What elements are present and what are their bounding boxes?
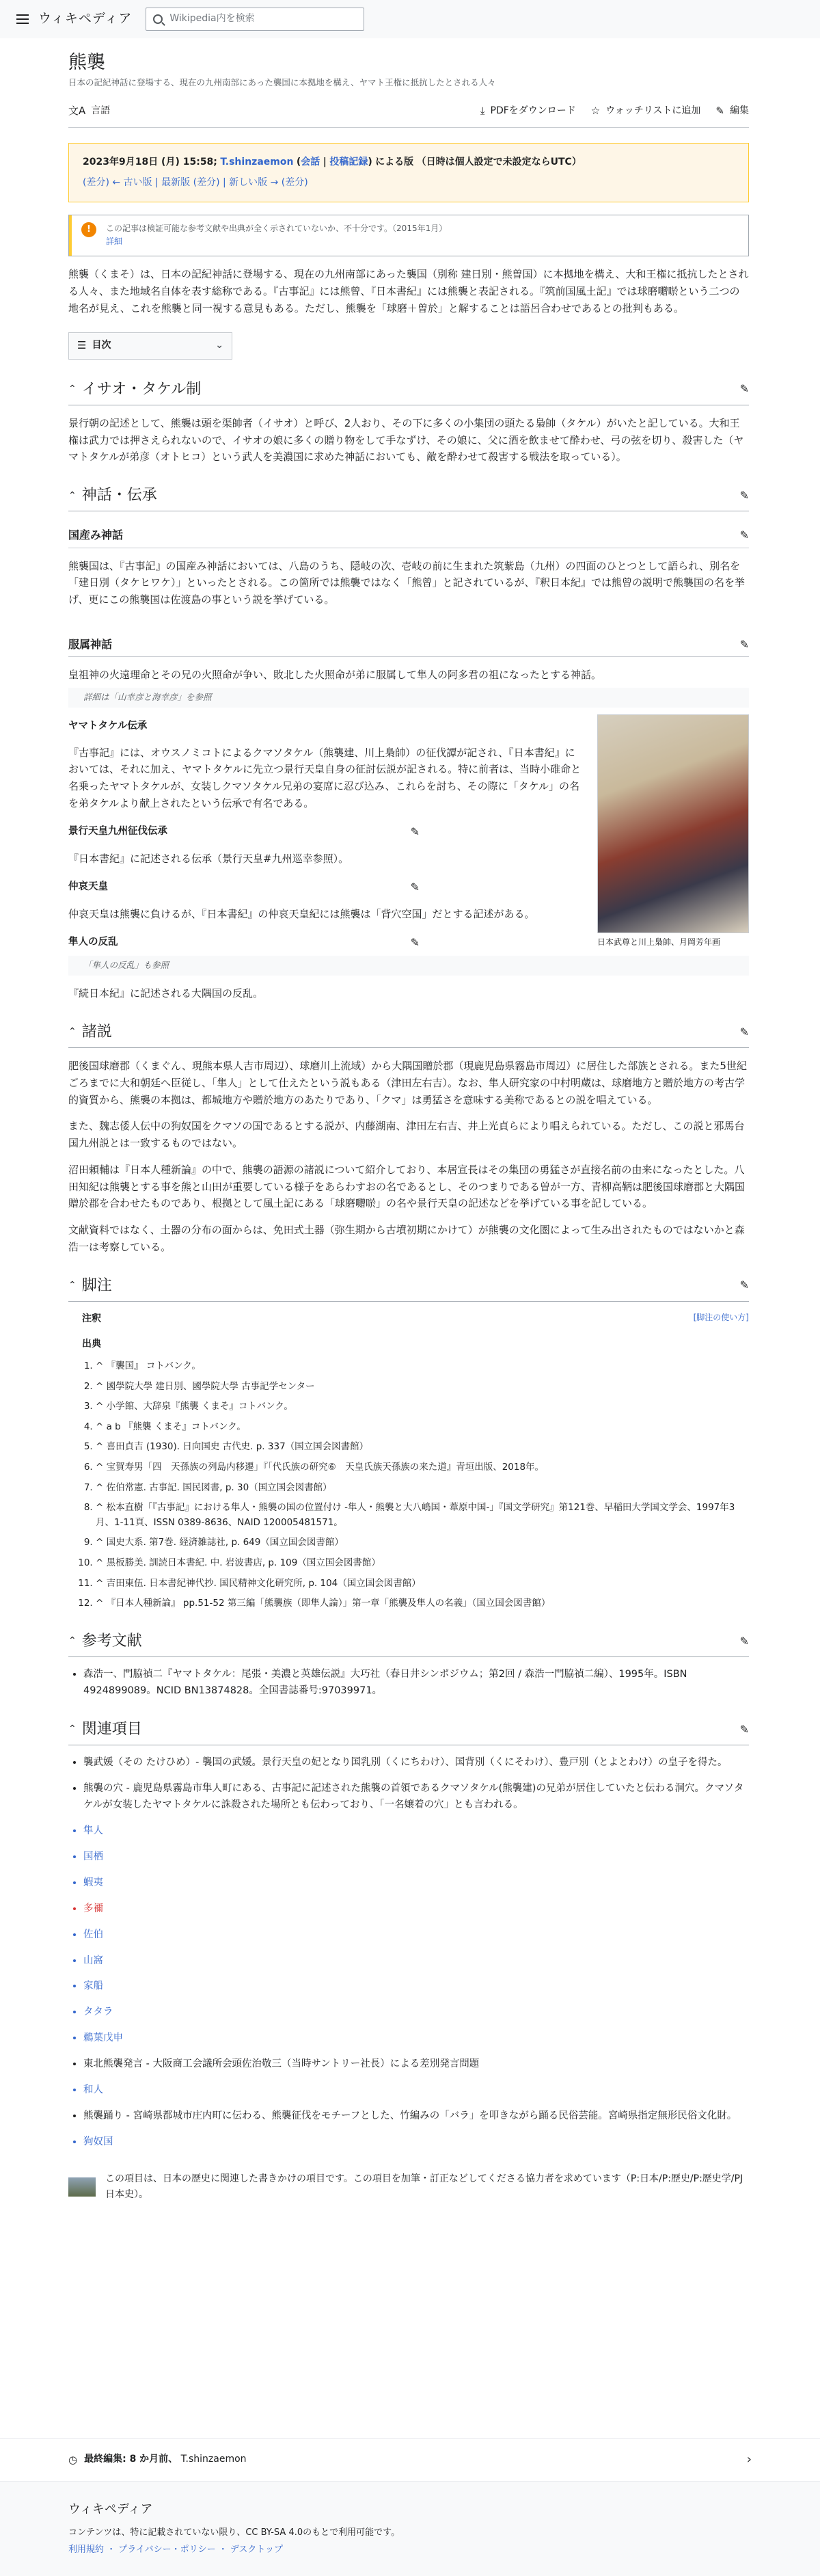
section-heading-theories[interactable] [68, 1020, 749, 1048]
section-title: 諸説 [81, 1023, 112, 1041]
reference-item[interactable]: 12. ^ 『日本人種新論』 pp.51-52 第三編「熊襲族（即隼人論）」第一章「熊襲及隼人の名義」（国立国会図書館） [96, 1596, 749, 1611]
reference-item[interactable]: 4. ^ a b 『熊襲 くまそ』コトバンク。 [96, 1420, 749, 1435]
reference-item[interactable]: 5. ^ 喜田貞吉 (1930). 日向国史 古代史. p. 337（国立国会図書館） [96, 1440, 749, 1455]
subsection-title: ヤマトタケル伝承 [68, 720, 148, 732]
subsection-chuai [68, 878, 584, 896]
collapse-icon: ⌃ [68, 1635, 77, 1647]
notice-text: この記事は検証可能な参考文献や出典が全く示されていないか、不十分です。（2015年1月） [106, 223, 448, 233]
language-label: 言語 [91, 105, 111, 116]
section-title: 神話・伝承 [81, 487, 157, 505]
related-item[interactable]: • 襲武媛（その たけひめ）- 襲国の武媛。景行天皇の妃となり国乳別（くにちわけ）、国背別（くにそわけ）、豊戸別（とよとわけ）の皇子を得た。 [83, 1755, 749, 1771]
section-title: イサオ・タケル制 [81, 380, 202, 398]
theories-paragraph-3: 沼田頼輔は『日本人種新論』の中で、熊襲の語源の諸説について紹介しており、本居宣長はその集団の勇猛さが直接名前の由来になったとした。八田知紀は熊襲とする事を熊と山田が重要している様子をあらわすおの名であるとし、そのつまりである曽が一方、青柳高鞆は肥後国球磨郡と大隅国贈於郡を合わせたものであり、根拠として風土記にある「球磨囎唹」の名や景行天皇の記述などを挙げている事を記している。 [68, 1163, 746, 1210]
warning-icon: ! [81, 222, 96, 237]
watch-label: ウォッチリストに追加 [605, 105, 701, 116]
edit-section-icon[interactable]: ✎ [739, 528, 749, 542]
edit-section-icon[interactable]: ✎ [410, 880, 420, 894]
notice-detail-link[interactable]: 詳細 [106, 237, 123, 247]
section-heading-isao[interactable] [68, 377, 749, 405]
pdf-download-button[interactable] [480, 103, 576, 120]
menu-icon[interactable] [16, 14, 29, 24]
article-page [0, 38, 820, 2438]
related-item[interactable]: • 蝦夷 [83, 1875, 749, 1892]
keiko-paragraph: 『日本書紀』に記述される伝承（景行天皇#九州巡幸参照）。 [68, 853, 349, 866]
hatnote[interactable]: 詳細は「山幸彦と海幸彦」を参照 [68, 688, 749, 708]
footer-links[interactable]: 利用規約 ・ プライバシー・ポリシー ・ デスクトップ [68, 2545, 283, 2555]
edit-section-icon[interactable]: ✎ [739, 637, 749, 651]
collapse-icon: ⌃ [68, 1280, 77, 1291]
last-edited-user: T.shinzaemon [180, 2454, 247, 2465]
section-heading-notes[interactable] [68, 1274, 749, 1302]
theories-paragraph-1: 肥後国球磨郡（くまぐん、現熊本県人吉市周辺）、球磨川上流域）から大隅国贈於郡（現鹿児島県霧島市周辺）に居住した部族とされる。また5世紀ごろまでに大和朝廷へ臣従し、「隼人」として仕えたという説もある（津田左右吉）。なお、隼人研究家の中村明蔵は、球磨地方と贈於地方の考古学的資質から、熊襲の本拠は、都城地方や贈於地方のあたりであり、「クマ」は勇猛さを意味する美称であるとの説を唱えている。 [68, 1060, 747, 1106]
edit-section-icon[interactable]: ✎ [410, 935, 420, 949]
reference-item[interactable]: 7. ^ 佐伯常憲. 古事記. 国民図書, p. 30（国立国会図書館） [96, 1481, 749, 1496]
section-heading-bibliography[interactable] [68, 1629, 749, 1657]
subsection-keiko [68, 823, 584, 841]
related-item[interactable]: • 熊襲踊り - 宮崎県都城市庄内町に伝わる、熊襲征伐をモチーフとした、竹編みの「バラ」を叩きながら踊る民俗芸能。宮崎県指定無形民俗文化財。 [83, 2108, 749, 2125]
collapse-icon: ⌃ [68, 384, 77, 395]
revision-box: 2023年9月18日 (月) 15:58; T.shinzaemon (会話 | 投稿記録) による版 （日時は個人設定で未設定ならUTC） (差分) ← 古い版 | 最新版 (差分) | 新しい版 → (差分) [68, 143, 749, 202]
reference-item[interactable]: 3. ^ 小学館、大辞泉『熊襲 くまそ』コトバンク。 [96, 1399, 749, 1414]
collapse-icon: ⌃ [68, 1723, 77, 1735]
site-wordmark[interactable]: ウィキペディア [38, 11, 133, 27]
related-list [83, 1755, 749, 2151]
related-item[interactable]: • 多禰 [83, 1901, 749, 1918]
related-item[interactable]: • 家船 [83, 1978, 749, 1995]
isao-paragraph: 景行朝の記述として、熊襲は頭を渠帥者（イサオ）と呼び、2人おり、その下に多くの小集団の頭たる梟帥（タケル）がいたと記している。大和王権は武力では押さえられないので、イサオの娘に多くの贈り物をして手なずけ、その娘に、父に酒を飲ませて酔わせ、弓の弦を切り、殺害した（ヤマトタケルが弟彦（オトヒコ）という武人を美濃国に求めた神話においても、敵を酔わせて殺害する戦法を取っている）。 [68, 416, 744, 464]
search-input[interactable] [146, 8, 364, 31]
list-icon: ☰ [77, 339, 87, 352]
language-button[interactable] [68, 103, 110, 120]
reference-item[interactable]: 11. ^ 吉田東伍. 日本書紀神代抄. 国民精神文化研究所, p. 104（国立国会図書館） [96, 1577, 749, 1592]
revision-date: 2023年9月18日 (月) 15:58; [83, 157, 217, 168]
bibliography-list [83, 1667, 749, 1700]
section-title: 参考文献 [81, 1632, 142, 1650]
toc-label: 目次 [92, 339, 111, 351]
figure-caption: 日本武尊と川上梟帥、月岡芳年画 [597, 937, 721, 947]
section-title: 関連項目 [81, 1720, 142, 1738]
revision-contribs-link[interactable]: 投稿記録 [329, 157, 368, 168]
edit-section-icon[interactable]: ✎ [739, 1278, 749, 1292]
maintenance-notice [68, 215, 749, 257]
notes-heading: 注釈 [82, 1313, 101, 1324]
top-header [0, 0, 820, 38]
subsection-title: 国産み神話 [68, 528, 124, 542]
page-footer [0, 2482, 820, 2575]
revision-by: による版 [375, 157, 414, 168]
related-item[interactable]: • 東北熊襲発言 - 大阪商工会議所会頭佐治敬三（当時サントリー社長）による差別発言問題 [83, 2056, 749, 2073]
revision-talk-link[interactable]: 会話 [301, 157, 320, 168]
revision-note: （日時は個人設定で未設定ならUTC） [416, 157, 582, 168]
subsection-title: 服属神話 [68, 637, 113, 651]
edit-section-icon[interactable]: ✎ [410, 824, 420, 838]
theories-paragraph-2: また、魏志倭人伝中の狗奴国をクマソの国であるとする説が、内藤湖南、津田左右吉、井上光貞らにより唱えられている。ただし、この説と邪馬台国九州説とは一致するものではない。 [68, 1120, 745, 1150]
subsection-kuniumi [68, 526, 749, 548]
subsection-yamatotakeru [68, 719, 584, 735]
toc-toggle[interactable] [68, 332, 232, 360]
footer-license: コンテンツは、特に記載されていない限り、CC BY-SA 4.0のもとで利用可能です。 [68, 2527, 400, 2538]
download-icon: ⤓ [480, 104, 485, 117]
edit-section-icon[interactable]: ✎ [739, 1634, 749, 1648]
related-item[interactable]: • 和人 [83, 2082, 749, 2099]
pencil-icon: ✎ [715, 104, 724, 117]
page-subtitle: 日本の記紀神話に登場する、現在の九州南部にあった襲国に本拠地を構え、ヤマト王権に抵抗したとされる人々 [68, 77, 496, 88]
intro-paragraph: 熊襲（くまそ）は、日本の記紀神話に登場する、現在の九州南部にあった襲国（別称 建日別・熊曽国）に本拠地を構え、大和王権に抵抗したとされる人々、また地域名自体を表す総称である。『古事記』には熊曾、『日本書紀』には熊襲と表記される。『筑前国風土記』では球磨囎唹という二つの地名が見え、これを熊襲と同一視する意見もある。ただし、熊襲を「球磨＋曽於」と解することは語呂合わせであるとの批判もある。 [68, 268, 749, 314]
page-toolbar [68, 103, 749, 129]
subsection-title: 景行天皇九州征伐伝承 [68, 825, 167, 837]
related-item[interactable]: • 国栖 [83, 1849, 749, 1866]
page-title: 熊襲 [68, 52, 105, 73]
subsection-fukuzoku [68, 636, 749, 657]
related-item[interactable]: • 隼人 [83, 1823, 749, 1840]
subsection-title: 仲哀天皇 [68, 881, 108, 893]
kuniumi-paragraph: 熊襲国は、『古事記』の国産み神話においては、八島のうち、隠岐の次、壱岐の前に生まれた筑紫島（九州）の四面のひとつとして語られ、別名を「建日別（タケヒワケ）」といったとされる。この箇所では熊襲ではなく「熊曾」と記されているが、『釈日本紀』では熊曾の説明で熊襲国の名を挙げ、更にこの熊襲国は佐渡島の事という説を挙げている。 [68, 559, 746, 606]
related-item[interactable]: • 熊襲の穴 - 鹿児島県霧島市隼人町にある、古事記に記述された熊襲の首領であるクマソタケル(熊襲建)の兄弟が居住していたと伝わる洞穴。クマソタケルが女装したヤマトタケルに誅殺された場所とも伝わっており、「一名嬢着の穴」とも言われる。 [83, 1781, 749, 1814]
last-edited-label: 最終編集: 8 か月前、 [84, 2454, 178, 2465]
woodblock-image[interactable] [597, 714, 749, 933]
edit-section-icon[interactable]: ✎ [739, 382, 749, 396]
footer-wordmark: ウィキペディア [68, 2502, 153, 2517]
thumbnail-figure [597, 714, 749, 950]
chevron-down-icon: ⌄ [215, 339, 223, 351]
stub-image [68, 2177, 96, 2197]
reference-item[interactable]: 6. ^ 宝賀寿男「四 天孫族の列島内移遷」『「代氏族の研究⑥ 天皇氏族天孫族の来た道』青垣出版、2018年。 [96, 1460, 749, 1475]
reference-list [96, 1359, 749, 1611]
search-icon [153, 14, 163, 24]
pdf-label: PDFをダウンロード [490, 105, 576, 116]
revision-nav[interactable]: (差分) ← 古い版 | 最新版 (差分) | 新しい版 → (差分) [83, 176, 308, 188]
reference-item[interactable]: 1. ^ 『襲国』 コトバンク。 [96, 1359, 749, 1374]
related-item[interactable]: • 狗奴国 [83, 2134, 749, 2151]
reference-item[interactable]: 8. ^ 松本直樹「『古事記』における隼人・熊襲の国の位置付け -隼人・熊襲と大八嶋国・葦原中国-」『国文学研究』第121巻、早稲田大学国文学会、1997年3月、1-11頁、ISSN 0389-8636、NAID 120005481571。 [96, 1501, 749, 1530]
footnote-usage-link[interactable]: [脚注の使い方] [693, 1312, 749, 1322]
edit-section-icon[interactable]: ✎ [739, 1025, 749, 1038]
stub-notice [68, 2171, 749, 2203]
related-item[interactable]: • 山窩 [83, 1953, 749, 1970]
star-icon: ☆ [590, 104, 601, 117]
edit-label: 編集 [730, 105, 749, 116]
edit-button[interactable] [715, 103, 749, 120]
related-item[interactable]: • 佐伯 [83, 1927, 749, 1944]
hatnote[interactable]: 「隼人の反乱」も参照 [68, 956, 749, 976]
search-placeholder: Wikipedia内を検索 [169, 13, 255, 25]
last-edited-bar[interactable] [0, 2438, 820, 2482]
edit-section-icon[interactable]: ✎ [739, 489, 749, 502]
related-item[interactable]: • 鵜葉戊申 [83, 2030, 749, 2047]
reference-item[interactable]: 9. ^ 国史大系. 第7巻. 経済雑誌社, p. 649（国立国会図書館） [96, 1535, 749, 1551]
reference-item[interactable]: 10. ^ 黒板勝美. 訓読日本書紀. 中. 岩波書店, p. 109（国立国会図書館） [96, 1556, 749, 1571]
subsection-title: 隼人の反乱 [68, 937, 118, 948]
clock-icon: ◷ [68, 2453, 78, 2466]
chevron-right-icon: › [746, 2452, 752, 2467]
yamatotakeru-paragraph: 『古事記』には、オウスノミコトによるクマソタケル（熊襲建、川上梟帥）の征伐譚が記され、『日本書紀』においては、それに加え、ヤマトタケルに先立つ景行天皇自身の征討伝説が記される。特に前者は、当時小碓命と名乗ったヤマトタケルが、女装しクマソタケル兄弟の宴席に忍び込み、これらを討ち、その際に「タケル」の名を弟タケルより献上されたという伝承で有名である。 [68, 746, 582, 809]
bibliography-item: • 森浩一、門脇禎二『ヤマトタケル：尾張・美濃と英雄伝説』大巧社（春日井シンポジウム；第2回 / 森浩一門脇禎二編）、1995年。ISBN 4924899089。NCID BN13874828。全国書誌番号:97039971。 [83, 1667, 749, 1700]
revision-user-link[interactable]: T.shinzaemon [220, 157, 294, 168]
related-item[interactable]: • タタラ [83, 2004, 749, 2021]
section-heading-myth[interactable] [68, 483, 749, 511]
edit-section-icon[interactable]: ✎ [739, 1722, 749, 1736]
collapse-icon: ⌃ [68, 489, 77, 501]
language-icon: 文A [68, 104, 86, 117]
collapse-icon: ⌃ [68, 1026, 77, 1038]
subsection-hayato [68, 934, 584, 952]
section-heading-related[interactable] [68, 1717, 749, 1745]
watchlist-button[interactable] [591, 103, 701, 120]
sources-heading: 出典 [82, 1338, 101, 1350]
stub-text: この項目は、日本の歴史に関連した書きかけの項目です。この項目を加筆・訂正などしてくださる協力者を求めています（P:日本/P:歴史/P:歴史学/PJ日本史）。 [105, 2173, 743, 2200]
fukuzoku-paragraph: 皇祖神の火遠理命とその兄の火照命が争い、敗北した火照命が弟に服属して隼人の阿多君の祖になったとする神話。 [68, 669, 602, 682]
section-title: 脚注 [81, 1276, 112, 1294]
reference-item[interactable]: 2. ^ 國學院大學 建日別、國學院大學 古事記学センター [96, 1380, 749, 1395]
chuai-paragraph: 仲哀天皇は熊襲に負けるが、『日本書紀』の仲哀天皇紀には熊襲は「背穴空国」だとする記述がある。 [68, 908, 535, 921]
theories-paragraph-4: 文献資料ではなく、土器の分布の面からは、免田式土器（弥生期から古墳初期にかけて）が熊襲の文化圏によって生み出されたものではないかと森浩一は考察している。 [68, 1224, 745, 1253]
hayato-paragraph: 『続日本紀』に記述される大隅国の反乱。 [68, 987, 264, 999]
